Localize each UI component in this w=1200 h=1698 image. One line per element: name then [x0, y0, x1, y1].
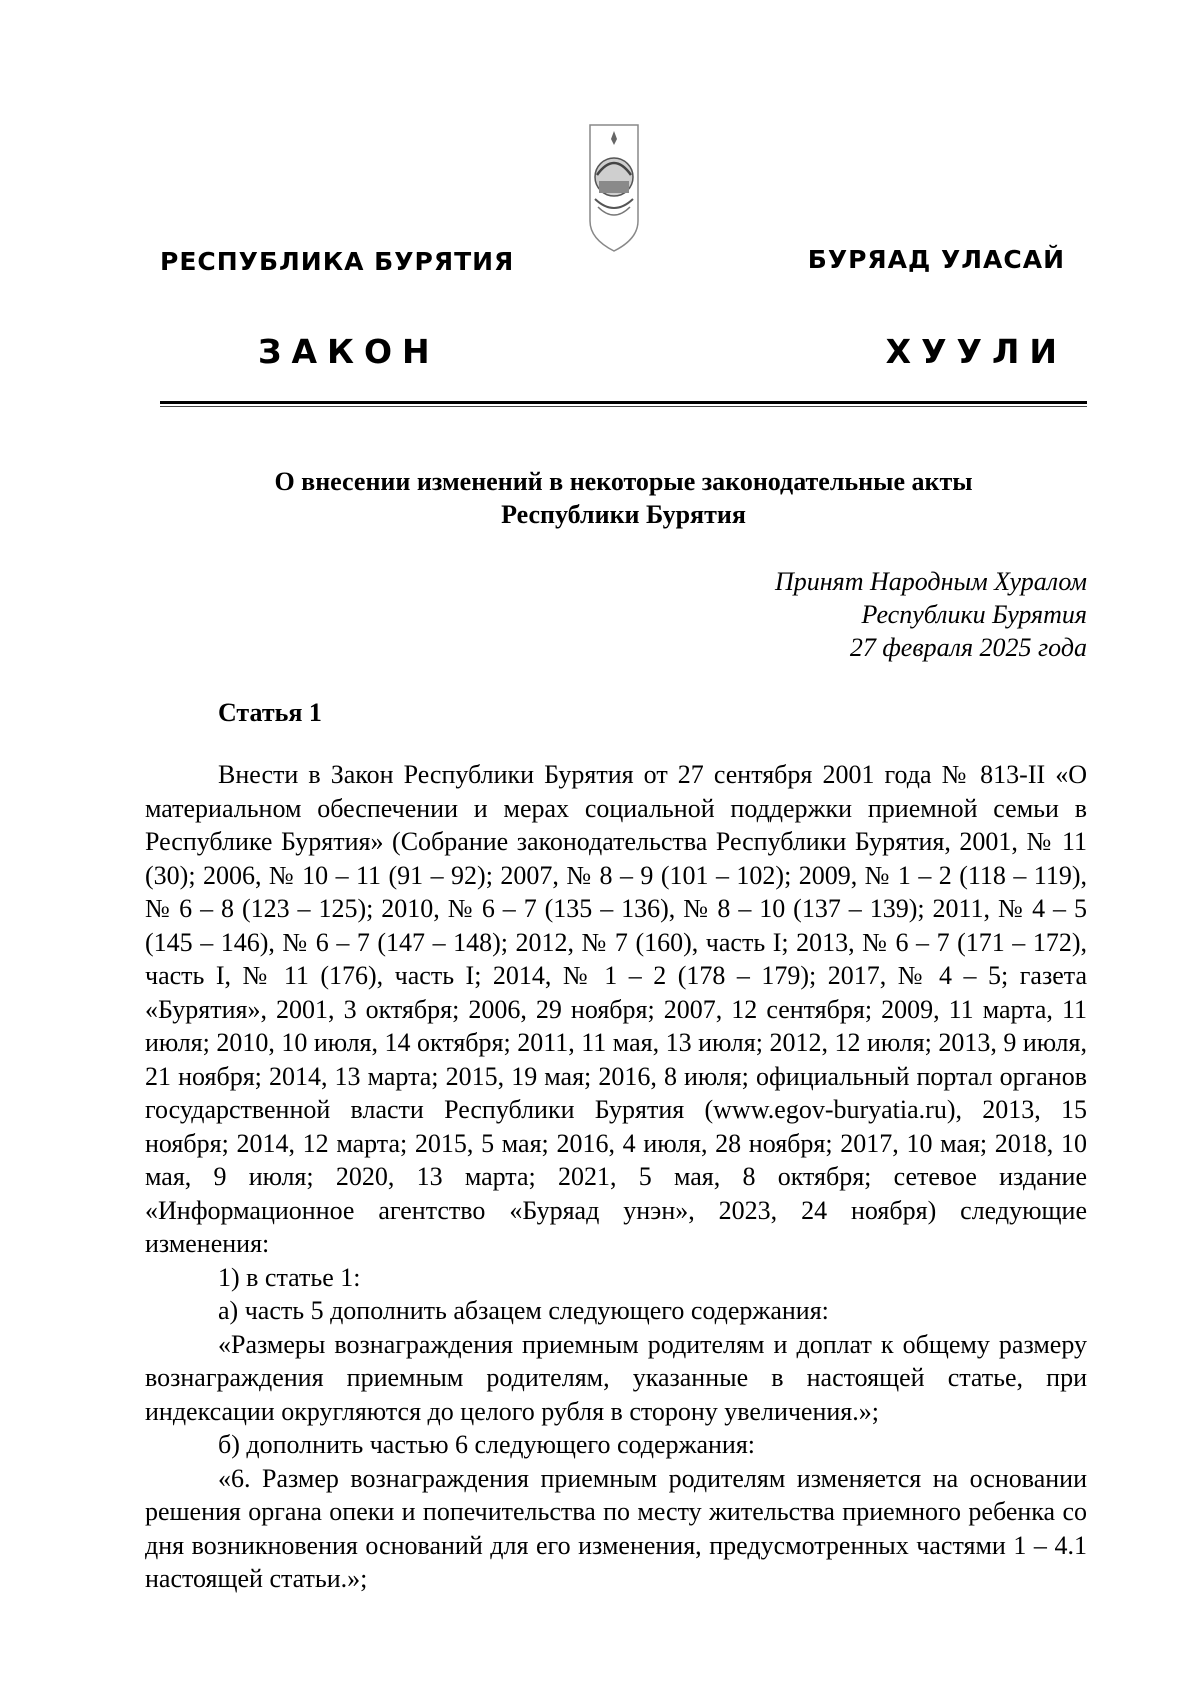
article-heading: Статья 1 — [218, 698, 322, 727]
doc-type-bua: ХУУЛИ — [885, 332, 1067, 371]
coat-of-arms-emblem — [586, 121, 642, 253]
document-title-line-2: Республики Бурятия — [501, 500, 746, 529]
paragraph: Внести в Закон Республики Бурятия от 27 сентября 2001 года № 813-II «О материальном обеспечении и мерах социальной поддержки приемной семьи в Республике Бурятия» (Собрание законодательства Республики Бурятия, 2001, № 11 (30); 2006, № 10 – 11 (91 – 92); 2007, № 8 – 9 (101 – 102); 2009, № 1 – 2 (118 – 119), № 6 – 8 (123 – 125); 2010, № 6 – 7 (135 – 136), № 8 – 10 (137 – 139); 2011, № 4 – 5 (145 – 146), № 6 – 7 (147 – 148); 2012, № 7 (160), часть I; 2013, № 6 – 7 (171 – 172), часть I, № 11 (176), часть I; 2014, № 1 – 2 (178 – 179); 2017, № 4 – 5; газета «Бурятия», 2001, 3 октября; 2006, 29 ноября; 2007, 12 сентября; 2009, 11 марта, 11 июля; 2010, 10 июля, 14 октября; 2011, 11 мая, 13 июля; 2012, 12 июля; 2013, 9 июля, 21 ноября; 2014, 13 марта; 2015, 19 мая; 2016, 8 июля; официальный портал органов государственной власти Республики Бурятия (www.egov-buryatia.ru), 2013, 15 ноября; 2014, 12 марта; 2015, 5 мая; 2016, 4 июля, 28 ноября; 2017, 10 мая; 2018, 10 мая, 9 июля; 2020, 13 марта; 2021, 5 мая, 8 октября; сетевое издание «Информационное агентство «Буряад унэн», 2023, 24 ноября) следующие изменения: — [145, 760, 1087, 1258]
header-republic-title-ru: РЕСПУБЛИКА БУРЯТИЯ — [160, 247, 515, 276]
adoption-note — [775, 565, 1087, 664]
paragraph: б) дополнить частью 6 следующего содержания: — [218, 1430, 756, 1459]
paragraph: 1) в статье 1: — [218, 1262, 361, 1292]
adoption-note-line-2: Республики Бурятия — [861, 600, 1087, 629]
header-divider-thin — [160, 406, 1087, 407]
adoption-date: 27 февраля 2025 года — [849, 633, 1087, 662]
paragraph: «Размеры вознаграждения приемным родителям и доплат к общему размеру вознаграждения приемным родителям, указанные в настоящей статье, при индексации округляются до целого рубля в сторону увеличения.»; — [145, 1329, 1087, 1426]
document-title — [160, 465, 1087, 531]
adoption-note-line-1: Принят Народным Хуралом — [774, 567, 1087, 596]
document-title-line-1: О внесении изменений в некоторые законодательные акты — [274, 467, 973, 496]
paragraph: «6. Размер вознаграждения приемным родителям изменяется на основании решения органа опеки и попечительства по месту жительства приемного ребенка со дня возникновения оснований для его изменения, предусмотренных частями 1 – 4.1 настоящей статьи.»; — [145, 1463, 1087, 1593]
doc-type-ru: ЗАКОН — [258, 332, 440, 371]
article-body — [145, 758, 1087, 1596]
header-divider — [160, 401, 1087, 404]
header-republic-title-bua: БУРЯАД УЛАСАЙ — [807, 245, 1065, 274]
paragraph: а) часть 5 дополнить абзацем следующего содержания: — [218, 1296, 829, 1325]
